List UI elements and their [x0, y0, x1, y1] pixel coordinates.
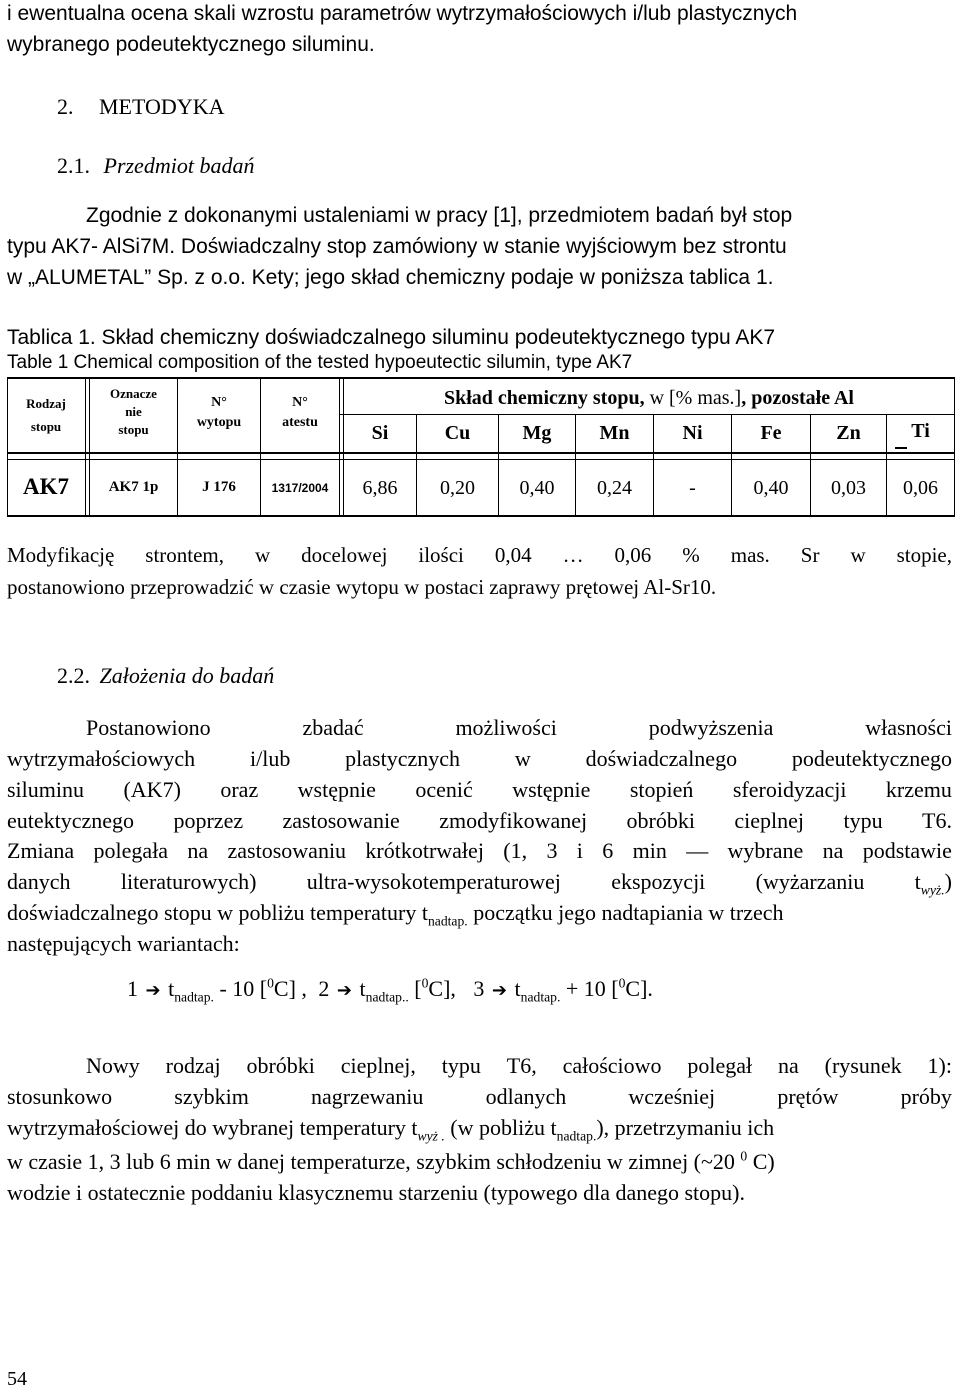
- element-zn: Zn: [836, 422, 861, 444]
- page-number: 54: [7, 1368, 27, 1390]
- subsection-number: 2.2.: [57, 663, 90, 688]
- subsection-number: 2.1.: [57, 153, 90, 178]
- section-title: METODYKA: [99, 94, 225, 119]
- right-arrow-icon: ➔: [336, 980, 353, 1001]
- right-arrow-icon: ➔: [491, 980, 508, 1001]
- nowy-line-5: wodzie i ostatecznie poddaniu klasycznemu starzeniu (typowego dla danego stopu).: [7, 1180, 745, 1205]
- zalozenia-line-3: siluminu (AK7) oraz wstępnie ocenić wstępnie stopień sferoidyzacji krzemu: [7, 777, 952, 802]
- section-number: 2.: [57, 94, 74, 119]
- przedmiot-line-2: typu AK7- AlSi7M. Doświadczalny stop zamówiony w stanie wyjściowym bez strontu: [7, 235, 787, 258]
- zalozenia-line-4: eutektycznego poprzez zastosowanie zmodyfikowanej obróbki cieplnej typu T6.: [7, 808, 952, 833]
- header-atest: N° atestu: [282, 395, 318, 430]
- subsection-heading-zalozenia: [57, 663, 952, 689]
- header-rodzaj: Rodzaj stopu: [26, 396, 66, 434]
- zalozenia-line-5: Zmiana polegała na zastosowaniu krótkotrwałej (1, 3 i 6 min — wybrane na podstawie: [7, 838, 952, 863]
- nowy-line-2: stosunkowo szybkim nagrzewaniu odlanych wcześniej prętów próby: [7, 1084, 952, 1109]
- cell-wytop: J 176: [202, 479, 236, 495]
- element-mg: Mg: [522, 422, 552, 444]
- nowy-line-4: w czasie 1, 3 lub 6 min w danej temperaturze, szybkim schłodzeniu w zimnej (~20 $^0$ C): [7, 1148, 775, 1174]
- cell-ti: 0,06: [903, 477, 938, 499]
- element-ti: Ti: [911, 420, 930, 442]
- table-caption-pl: Tablica 1. Skład chemiczny doświadczalnego siluminu podeutektycznego typu AK7: [7, 326, 776, 349]
- table-caption-en: Table 1 Chemical composition of the tested hypoeutectic silumin, type AK7: [7, 352, 633, 373]
- cell-oznaczenie: AK7 1p: [108, 479, 159, 495]
- cell-atest: 1317/2004: [271, 481, 329, 495]
- header-wytop: N° wytopu: [196, 395, 242, 430]
- cell-ni: -: [689, 477, 696, 499]
- cell-mn: 0,24: [597, 477, 632, 499]
- przedmiot-line-3: w „ALUMETAL” Sp. z o.o. Kety; jego skład chemiczny podaje w poniższa tablica 1.: [7, 266, 774, 289]
- zalozenia-line-2: wytrzymałościowych i/lub plastycznych w doświadczalnego podeutektycznego: [7, 746, 952, 771]
- subsection-heading-przedmiot: [57, 153, 952, 179]
- section-heading-metodyka: [57, 94, 952, 120]
- zalozenia-line-6: danych literaturowych) ultra-wysokotemperaturowej ekspozycji (wyżarzaniu $t_{wyż.}$): [7, 869, 952, 898]
- subsection-title: Przedmiot badań: [103, 153, 255, 178]
- modyfikacja-line-1: Modyfikację strontem, w docelowej ilości 0,04 … 0,06 % mas. Sr w stopie,: [7, 543, 952, 567]
- subsection-title: Założenia do badań: [99, 663, 275, 688]
- intro-line-2: wybranego podeutektycznego siluminu.: [7, 33, 375, 56]
- cell-mg: 0,40: [519, 477, 555, 499]
- heating-variants-formula: 1 ➔ $t_{nadtap.} - 10$ [$^0$C] , 2 ➔ $t_{nadtap..}$ [$^0$C], 3 ➔ $t_{nadtap.} + 10$ [$^0$C].: [127, 975, 653, 1005]
- zalozenia-line-7: doświadczalnego stopu w pobliżu temperatury $t_{nadtap.}$ początku jego nadtapiania w trzech: [7, 900, 784, 929]
- przedmiot-line-1: Zgodnie z dokonanymi ustaleniami w pracy [1], przedmiotem badań był stop: [86, 204, 793, 227]
- element-cu: Cu: [444, 422, 471, 444]
- cell-zn: 0,03: [831, 477, 866, 499]
- cell-fe: 0,40: [753, 477, 789, 499]
- composition-table: [7, 377, 955, 520]
- nowy-line-3: wytrzymałościowej do wybranej temperatury $t_{wyż .}$ (w pobliżu $t_{nadtap.}$), przetrzymaniu ich: [7, 1115, 775, 1144]
- zalozenia-line-8: następujących wariantach:: [7, 931, 240, 956]
- right-arrow-icon: ➔: [145, 980, 161, 1001]
- cell-si: 6,86: [362, 477, 398, 499]
- intro-line-1: i ewentualna ocena skali wzrostu parametrów wytrzymałościowych i/lub plastycznych: [7, 2, 798, 25]
- cell-rodzaj: AK7: [23, 474, 69, 499]
- modyfikacja-line-2: postanowiono przeprowadzić w czasie wytopu w postaci zaprawy prętowej Al-Sr10.: [7, 575, 717, 599]
- element-mn: Mn: [599, 422, 630, 444]
- zalozenia-line-1: Postanowiono zbadać możliwości podwyższenia własności: [86, 715, 952, 740]
- element-ni: Ni: [682, 422, 703, 444]
- element-si: Si: [371, 422, 389, 444]
- cell-cu: 0,20: [440, 477, 475, 499]
- header-sklad: Skład chemiczny stopu, w [% mas.], pozostałe Al: [443, 387, 854, 409]
- element-fe: Fe: [760, 422, 782, 444]
- header-oznaczenie: Oznacze nie stopu: [110, 386, 157, 437]
- nowy-line-1: Nowy rodzaj obróbki cieplnej, typu T6, całościowo polegał na (rysunek 1):: [86, 1053, 952, 1078]
